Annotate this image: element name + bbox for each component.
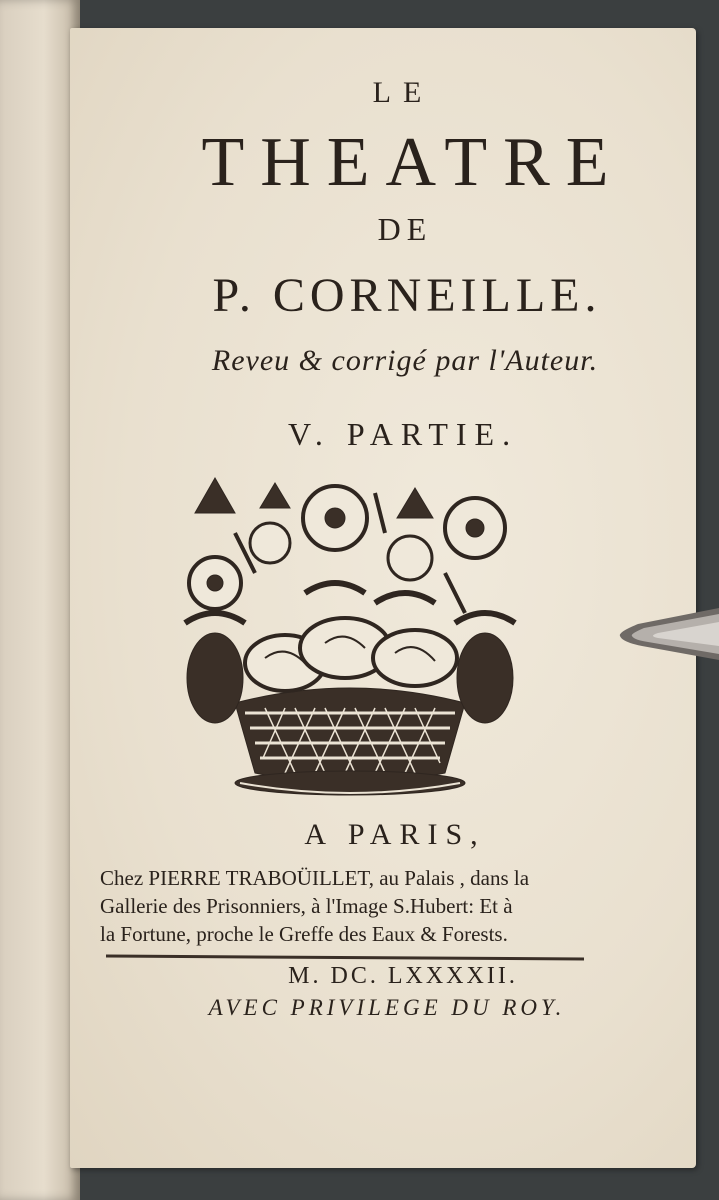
divider-rule (106, 955, 584, 961)
imprint-line-3: la Fortune, proche le Greffe des Eaux & Forests. (100, 922, 508, 946)
subtitle-line: Reveu & corrigé par l'Auteur. (211, 344, 599, 377)
imprint-line-2: Gallerie des Prisonniers, à l'Image S.Hubert: Et à (100, 894, 513, 918)
part-line: V. PARTIE. (287, 416, 519, 452)
title-line-theatre: THEATRE (201, 124, 625, 201)
author-line: P. CORNEILLE. (212, 269, 602, 322)
title-line-le: LE (372, 76, 434, 109)
title-line-de: DE (377, 211, 433, 247)
date-line: M. DC. LXXXXII. (288, 963, 518, 989)
left-page-edge (0, 0, 80, 1200)
imprint-line-1: Chez PIERRE TRABOÜILLET, au Palais , dans la (100, 866, 530, 890)
bookmark-tab-icon (618, 606, 719, 664)
flower-basket-woodcut-icon (175, 473, 525, 803)
city-line: A PARIS, (304, 818, 486, 851)
privilege-line: AVEC PRIVILEGE DU ROY. (208, 995, 566, 1020)
title-page (70, 28, 696, 1168)
